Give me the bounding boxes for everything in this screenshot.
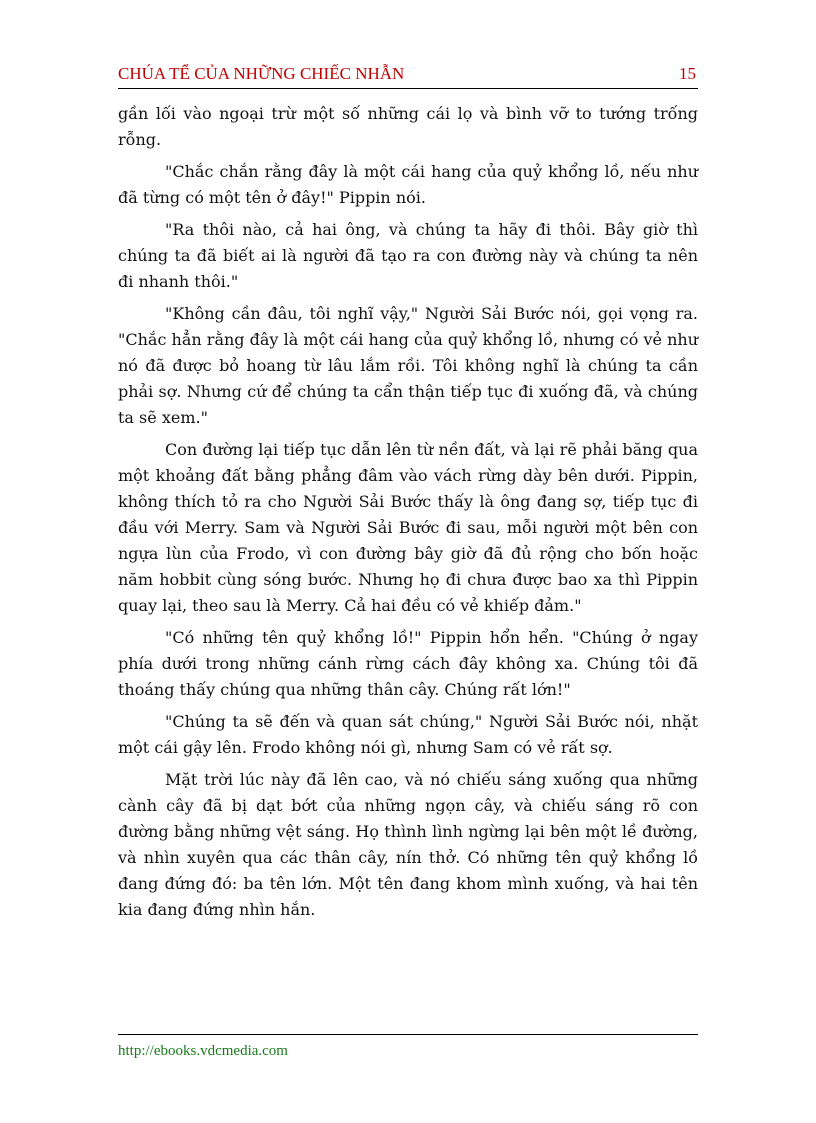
paragraph-8: Mặt trời lúc này đã lên cao, và nó chiếu sáng xuống qua những cành cây đã bị dạt bớt của những ngọn cây, và chiếu sáng rõ con đường bằng những vệt sáng. Họ thình lình ngừng lại bên một lề đường, và nhìn xuyên qua các thân cây, nín thở. Có những tên quỷ khổng lồ đang đứng đó: ba tên lớn. Một tên đang khom mình xuống, và hai tên kia đang đứng nhìn hắn.	[118, 770, 698, 919]
footer-divider	[118, 1034, 698, 1035]
paragraph-3: "Ra thôi nào, cả hai ông, và chúng ta hãy đi thôi. Bây giờ thì chúng ta đã biết ai là người đã tạo ra con đường này và chúng ta nên đi nhanh thôi."	[118, 220, 698, 291]
paragraph-4: "Không cần đâu, tôi nghĩ vậy," Người Sải Bước nói, gọi vọng ra. "Chắc hẳn rằng đây là một cái hang của quỷ khổng lồ, nhưng có vẻ như nó đã được bỏ hoang từ lâu lắm rồi. Tôi không nghĩ là chúng ta cần phải sợ. Nhưng cứ để chúng ta cẩn thận tiếp tục đi xuống đã, và chúng ta sẽ xem."	[118, 304, 698, 427]
paragraph-1: gần lối vào ngoại trừ một số những cái lọ và bình vỡ to tướng trống rỗng.	[118, 104, 698, 149]
paragraph-2: "Chắc chắn rằng đây là một cái hang của quỷ khổng lồ, nếu như đã từng có một tên ở đây!" Pippin nói.	[118, 162, 698, 207]
paragraph-7: "Chúng ta sẽ đến và quan sát chúng," Người Sải Bước nói, nhặt một cái gậy lên. Frodo không nói gì, nhưng Sam có vẻ rất sợ.	[118, 712, 698, 757]
page-header	[118, 62, 698, 89]
book-title: CHÚA TỂ CỦA NHỮNG CHIẾC NHẪN	[118, 64, 405, 83]
footer-website-link[interactable]: http://ebooks.vdcmedia.com	[118, 1043, 288, 1059]
page-body	[118, 101, 698, 929]
paragraph-6: "Có những tên quỷ khổng lồ!" Pippin hổn hển. "Chúng ở ngay phía dưới trong những cánh rừng cách đây không xa. Chúng tôi đã thoáng thấy chúng qua những thân cây. Chúng rất lớn!"	[118, 628, 698, 699]
paragraph-5: Con đường lại tiếp tục dẫn lên từ nền đất, và lại rẽ phải băng qua một khoảng đất bằng phẳng đâm vào vách rừng dày bên dưới. Pippin, không thích tỏ ra cho Người Sải Bước thấy là ông đang sợ, tiếp tục đi đầu với Merry. Sam và Người Sải Bước đi sau, mỗi người một bên con ngựa lùn của Frodo, vì con đường bây giờ đã đủ rộng cho bốn hoặc năm hobbit cùng sóng bước. Nhưng họ đi chưa được bao xa thì Pippin quay lại, theo sau là Merry. Cả hai đều có vẻ khiếp đảm."	[118, 440, 698, 615]
page-number: 15	[679, 64, 696, 83]
